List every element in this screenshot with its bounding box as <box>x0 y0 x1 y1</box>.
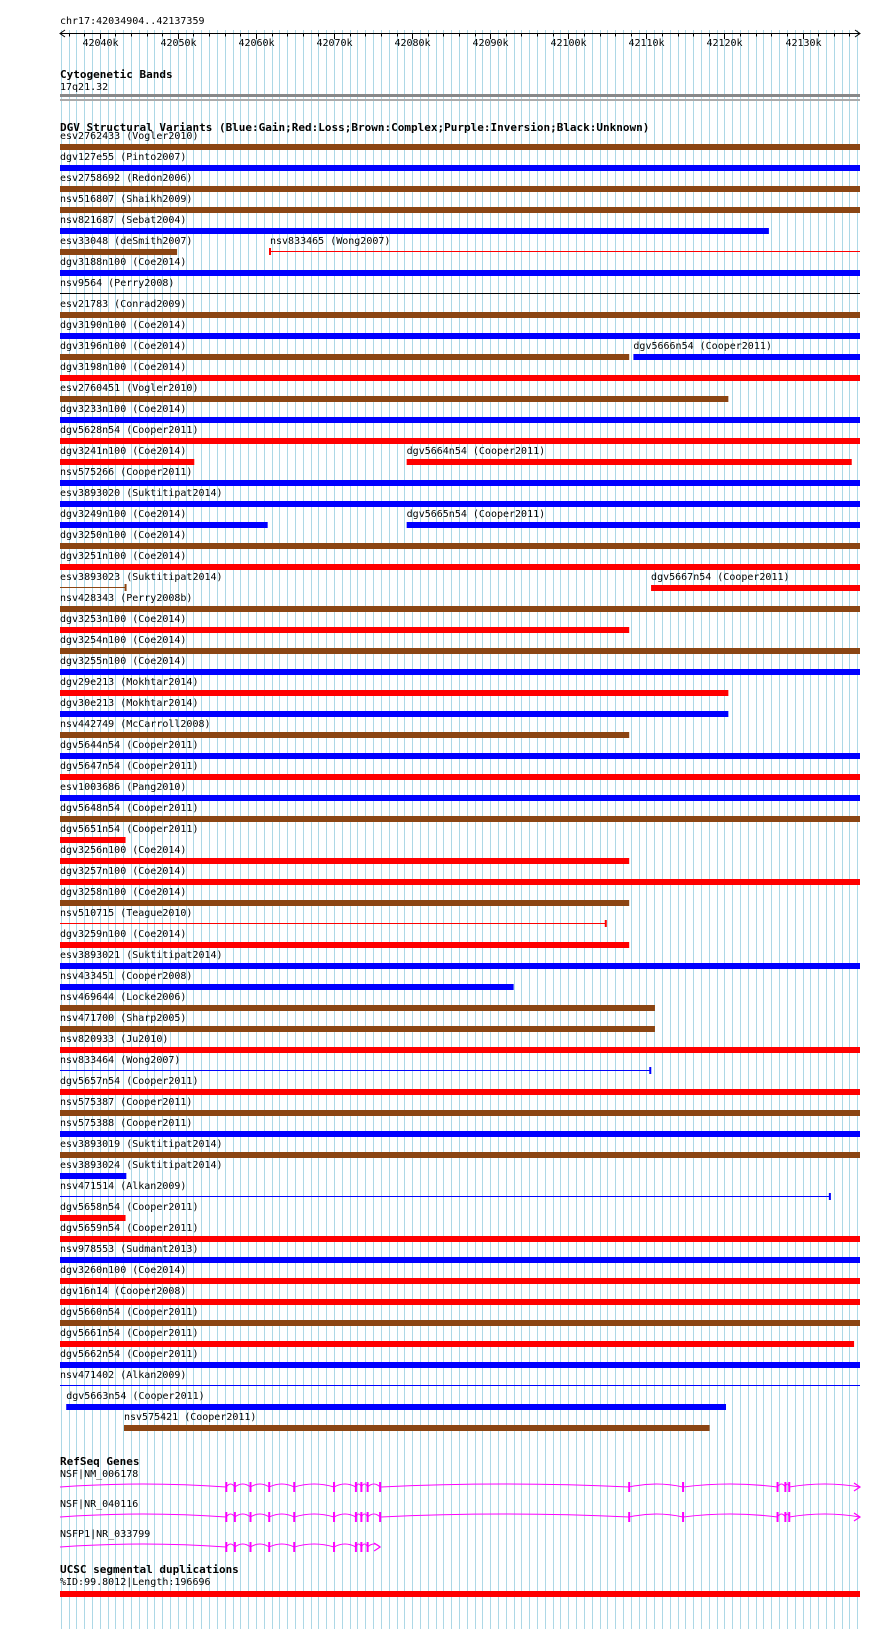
gene-exon[interactable] <box>628 1512 630 1522</box>
gene-exon[interactable] <box>293 1542 295 1552</box>
gene-strand-arrow <box>374 1543 380 1551</box>
variant-feature[interactable] <box>60 1196 830 1197</box>
gene-exon[interactable] <box>379 1512 381 1522</box>
variant-feature[interactable] <box>60 543 860 549</box>
variant-feature[interactable] <box>60 186 860 192</box>
variant-end-tick <box>269 248 271 255</box>
gene-exon[interactable] <box>355 1482 357 1492</box>
variant-label: esv2762433 (Vogler2010) <box>60 131 199 142</box>
ruler-tick-label: 42120k <box>706 38 743 49</box>
variant-feature[interactable] <box>407 522 860 528</box>
variant-feature[interactable] <box>60 753 860 759</box>
variant-label: dgv3188n100 (Coe2014) <box>60 257 187 268</box>
variant-feature[interactable] <box>60 333 860 339</box>
gene-exon[interactable] <box>355 1512 357 1522</box>
variant-feature[interactable] <box>60 648 860 654</box>
gene-exon[interactable] <box>249 1512 251 1522</box>
gene-exon[interactable] <box>777 1482 779 1492</box>
gene-exon[interactable] <box>777 1512 779 1522</box>
variant-feature[interactable] <box>60 669 860 675</box>
variant-label: nsv516807 (Shaikh2009) <box>60 194 193 205</box>
variant-feature[interactable] <box>60 879 860 885</box>
variant-label: nsv833465 (Wong2007) <box>270 236 391 247</box>
variant-feature[interactable] <box>60 900 629 906</box>
variant-feature[interactable] <box>60 1173 126 1179</box>
variant-feature[interactable] <box>270 251 860 252</box>
variant-label: esv33048 (deSmith2007) <box>60 236 193 247</box>
variant-feature[interactable] <box>60 522 268 528</box>
gene-exon[interactable] <box>682 1512 684 1522</box>
variant-feature[interactable] <box>60 293 860 294</box>
segdup-label: %ID:99.8012|Length:196696 <box>60 1577 211 1588</box>
ruler-tick-label: 42130k <box>785 38 822 49</box>
gene-exon[interactable] <box>249 1542 251 1552</box>
variant-label: dgv3251n100 (Coe2014) <box>60 551 187 562</box>
gene-exon[interactable] <box>360 1512 362 1522</box>
variant-feature[interactable] <box>60 858 629 864</box>
variant-label: nsv575388 (Cooper2011) <box>60 1118 193 1129</box>
ruler-tick-label: 42060k <box>238 38 275 49</box>
track-title-refseq: RefSeq Genes <box>60 1455 140 1468</box>
variant-label: dgv127e55 (Pinto2007) <box>60 152 187 163</box>
variant-feature[interactable] <box>60 732 629 738</box>
gene-exon[interactable] <box>225 1482 227 1492</box>
position-label: chr17:42034904..42137359 <box>60 16 205 27</box>
variant-label: dgv3259n100 (Coe2014) <box>60 929 187 940</box>
variant-label: dgv3190n100 (Coe2014) <box>60 320 187 331</box>
variant-label: dgv3249n100 (Coe2014) <box>60 509 187 520</box>
variant-feature[interactable] <box>60 1341 854 1347</box>
gene-exon[interactable] <box>234 1542 236 1552</box>
variant-label: dgv3196n100 (Coe2014) <box>60 341 187 352</box>
variant-label: dgv3253n100 (Coe2014) <box>60 614 187 625</box>
variant-feature[interactable] <box>124 1425 710 1431</box>
ruler-tick-label: 42040k <box>82 38 119 49</box>
variant-feature[interactable] <box>60 923 606 924</box>
variant-label: esv3893023 (Suktitipat2014) <box>60 572 223 583</box>
variant-feature[interactable] <box>60 501 860 507</box>
variant-feature[interactable] <box>60 690 728 696</box>
variant-feature[interactable] <box>60 774 860 780</box>
gene-exon[interactable] <box>333 1512 335 1522</box>
variant-feature[interactable] <box>60 1320 860 1326</box>
variant-label: nsv833464 (Wong2007) <box>60 1055 181 1066</box>
gene-exon[interactable] <box>293 1482 295 1492</box>
variant-label: dgv3257n100 (Coe2014) <box>60 866 187 877</box>
variant-feature[interactable] <box>60 165 860 171</box>
variant-label: dgv3233n100 (Coe2014) <box>60 404 187 415</box>
gene-exon[interactable] <box>249 1482 251 1492</box>
gene-exon[interactable] <box>788 1512 790 1522</box>
variant-feature[interactable] <box>633 354 860 360</box>
variant-label: nsv433451 (Cooper2008) <box>60 971 193 982</box>
variant-label: nsv575421 (Cooper2011) <box>123 1412 257 1423</box>
variant-feature[interactable] <box>60 587 126 588</box>
variant-label: nsv820933 (Ju2010) <box>60 1034 169 1045</box>
variant-feature[interactable] <box>60 1047 860 1053</box>
variant-feature[interactable] <box>60 375 860 381</box>
variant-feature[interactable] <box>60 837 126 843</box>
variant-feature[interactable] <box>60 1278 860 1284</box>
gene-exon[interactable] <box>333 1482 335 1492</box>
gene-exon[interactable] <box>628 1482 630 1492</box>
variant-feature[interactable] <box>60 1089 860 1095</box>
variant-label: esv1003686 (Pang2010) <box>60 782 187 793</box>
variant-label: nsv428343 (Perry2008b) <box>60 593 193 604</box>
variant-label: dgv5664n54 (Cooper2011) <box>406 446 546 457</box>
variant-label: dgv5662n54 (Cooper2011) <box>60 1349 199 1360</box>
variant-label: dgv5660n54 (Cooper2011) <box>60 1307 199 1318</box>
variant-feature[interactable] <box>60 312 860 318</box>
variant-label: dgv5657n54 (Cooper2011) <box>60 1076 199 1087</box>
cytoband-label: 17q21.32 <box>60 82 109 93</box>
variant-feature[interactable] <box>60 627 629 633</box>
gene-label: NSF|NR_040116 <box>60 1499 139 1510</box>
gene-exon[interactable] <box>682 1482 684 1492</box>
variant-label: dgv3241n100 (Coe2014) <box>60 446 187 457</box>
variant-feature[interactable] <box>60 795 860 801</box>
variant-feature[interactable] <box>60 711 728 717</box>
gene-exon[interactable] <box>268 1542 270 1552</box>
variant-label: dgv5648n54 (Cooper2011) <box>60 803 199 814</box>
variant-feature[interactable] <box>60 354 629 360</box>
variant-feature[interactable] <box>60 1070 650 1071</box>
variant-feature[interactable] <box>60 228 769 234</box>
ruler-tick-label: 42080k <box>394 38 431 49</box>
variant-feature[interactable] <box>60 1362 860 1368</box>
variant-label: dgv29e213 (Mokhtar2014) <box>60 677 199 688</box>
ruler-tick-label: 42100k <box>550 38 587 49</box>
variant-feature[interactable] <box>60 207 860 213</box>
gene-label: NSFP1|NR_033799 <box>60 1529 151 1540</box>
ruler-tick-label: 42110k <box>628 38 665 49</box>
gene-exon[interactable] <box>234 1482 236 1492</box>
variant-label: dgv3255n100 (Coe2014) <box>60 656 187 667</box>
gene-exon[interactable] <box>367 1482 369 1492</box>
variant-feature[interactable] <box>60 1385 860 1386</box>
variant-label: dgv5663n54 (Cooper2011) <box>66 1391 205 1402</box>
variant-feature[interactable] <box>60 1152 860 1158</box>
variant-label: nsv471514 (Alkan2009) <box>60 1181 187 1192</box>
variant-feature[interactable] <box>60 459 194 465</box>
variant-label: dgv5651n54 (Cooper2011) <box>60 824 199 835</box>
gene-exon[interactable] <box>225 1512 227 1522</box>
gene-exon[interactable] <box>360 1542 362 1552</box>
variant-label: dgv5659n54 (Cooper2011) <box>60 1223 199 1234</box>
variant-label: esv21783 (Conrad2009) <box>60 299 187 310</box>
variant-label: dgv5666n54 (Cooper2011) <box>633 341 772 352</box>
gene-exon[interactable] <box>360 1482 362 1492</box>
track-title-dgv: DGV Structural Variants (Blue:Gain;Red:Loss;Brown:Complex;Purple:Inversion;Black:Unknown) <box>60 121 650 134</box>
variant-label: dgv5644n54 (Cooper2011) <box>60 740 199 751</box>
variant-feature[interactable] <box>60 564 860 570</box>
variant-feature[interactable] <box>60 984 514 990</box>
variant-label: esv2760451 (Vogler2010) <box>60 383 199 394</box>
variant-label: dgv5628n54 (Cooper2011) <box>60 425 199 436</box>
variant-label: nsv471700 (Sharp2005) <box>60 1013 187 1024</box>
variant-end-tick <box>605 920 607 927</box>
variant-label: nsv471402 (Alkan2009) <box>60 1370 187 1381</box>
gene-exon[interactable] <box>225 1542 227 1552</box>
variant-label: esv2758692 (Redon2006) <box>60 173 193 184</box>
gene-exon[interactable] <box>367 1542 369 1552</box>
variant-feature[interactable] <box>60 1026 655 1032</box>
variant-feature[interactable] <box>60 144 860 150</box>
variant-label: nsv821687 (Sebat2004) <box>60 215 187 226</box>
variant-label: dgv3260n100 (Coe2014) <box>60 1265 187 1276</box>
variant-label: esv3893019 (Suktitipat2014) <box>60 1139 223 1150</box>
variant-feature[interactable] <box>60 249 177 255</box>
gene-exon[interactable] <box>333 1542 335 1552</box>
variant-feature[interactable] <box>60 396 728 402</box>
variant-end-tick <box>125 584 127 591</box>
variant-feature[interactable] <box>66 1404 726 1410</box>
variant-feature[interactable] <box>60 1215 126 1221</box>
variant-label: nsv442749 (McCarroll2008) <box>60 719 211 730</box>
variant-label: esv3893020 (Suktitipat2014) <box>60 488 223 499</box>
variant-label: nsv510715 (Teague2010) <box>60 908 193 919</box>
track-divider <box>60 94 860 97</box>
track-title-segdup: UCSC segmental duplications <box>60 1563 239 1576</box>
variant-feature[interactable] <box>651 585 860 591</box>
variant-label: esv3893021 (Suktitipat2014) <box>60 950 223 961</box>
variant-label: dgv3198n100 (Coe2014) <box>60 362 187 373</box>
variant-feature[interactable] <box>60 1257 860 1263</box>
variant-feature[interactable] <box>60 417 860 423</box>
variant-feature[interactable] <box>60 480 860 486</box>
variant-label: dgv5661n54 (Cooper2011) <box>60 1328 199 1339</box>
variant-label: nsv469644 (Locke2006) <box>60 992 187 1003</box>
ruler-tick-label: 42070k <box>316 38 353 49</box>
variant-feature[interactable] <box>60 963 860 969</box>
variant-feature[interactable] <box>60 1005 655 1011</box>
variant-label: dgv5647n54 (Cooper2011) <box>60 761 199 772</box>
variant-label: dgv5667n54 (Cooper2011) <box>651 572 790 583</box>
variant-label: dgv30e213 (Mokhtar2014) <box>60 698 199 709</box>
variant-label: dgv3258n100 (Coe2014) <box>60 887 187 898</box>
ruler-tick-label: 42090k <box>472 38 509 49</box>
variant-feature[interactable] <box>60 1131 860 1137</box>
gene-exon[interactable] <box>784 1482 786 1492</box>
variant-label: dgv3250n100 (Coe2014) <box>60 530 187 541</box>
segdup-feature[interactable] <box>60 1591 860 1597</box>
gene-exon[interactable] <box>784 1512 786 1522</box>
variant-label: nsv978553 (Sudmant2013) <box>60 1244 199 1255</box>
variant-label: dgv5658n54 (Cooper2011) <box>60 1202 199 1213</box>
variant-feature[interactable] <box>60 1110 860 1116</box>
variant-label: nsv9564 (Perry2008) <box>60 278 175 289</box>
variant-feature[interactable] <box>60 1299 860 1305</box>
variant-label: esv3893024 (Suktitipat2014) <box>60 1160 223 1171</box>
gene-exon[interactable] <box>293 1512 295 1522</box>
variant-feature[interactable] <box>60 816 860 822</box>
variant-feature[interactable] <box>60 606 860 612</box>
variant-label: dgv3256n100 (Coe2014) <box>60 845 187 856</box>
gene-label: NSF|NM_006178 <box>60 1469 139 1480</box>
variant-feature[interactable] <box>407 459 852 465</box>
variant-end-tick <box>649 1067 651 1074</box>
track-title-cytoband: Cytogenetic Bands <box>60 68 173 81</box>
variant-label: dgv16n14 (Cooper2008) <box>60 1286 187 1297</box>
variant-label: dgv3254n100 (Coe2014) <box>60 635 187 646</box>
gene-exon[interactable] <box>788 1482 790 1492</box>
gene-exon[interactable] <box>355 1542 357 1552</box>
gene-exon[interactable] <box>234 1512 236 1522</box>
variant-feature[interactable] <box>60 270 860 276</box>
gene-exon[interactable] <box>379 1482 381 1492</box>
gene-exon[interactable] <box>268 1482 270 1492</box>
variant-feature[interactable] <box>60 942 629 948</box>
variant-label: nsv575387 (Cooper2011) <box>60 1097 193 1108</box>
track-divider <box>60 99 860 101</box>
variant-end-tick <box>829 1193 831 1200</box>
gene-exon[interactable] <box>268 1512 270 1522</box>
variant-label: nsv575266 (Cooper2011) <box>60 467 193 478</box>
gene-exon[interactable] <box>367 1512 369 1522</box>
variant-label: dgv5665n54 (Cooper2011) <box>406 509 546 520</box>
variant-feature[interactable] <box>60 1236 860 1242</box>
variant-feature[interactable] <box>60 438 860 444</box>
ruler-tick-label: 42050k <box>160 38 197 49</box>
